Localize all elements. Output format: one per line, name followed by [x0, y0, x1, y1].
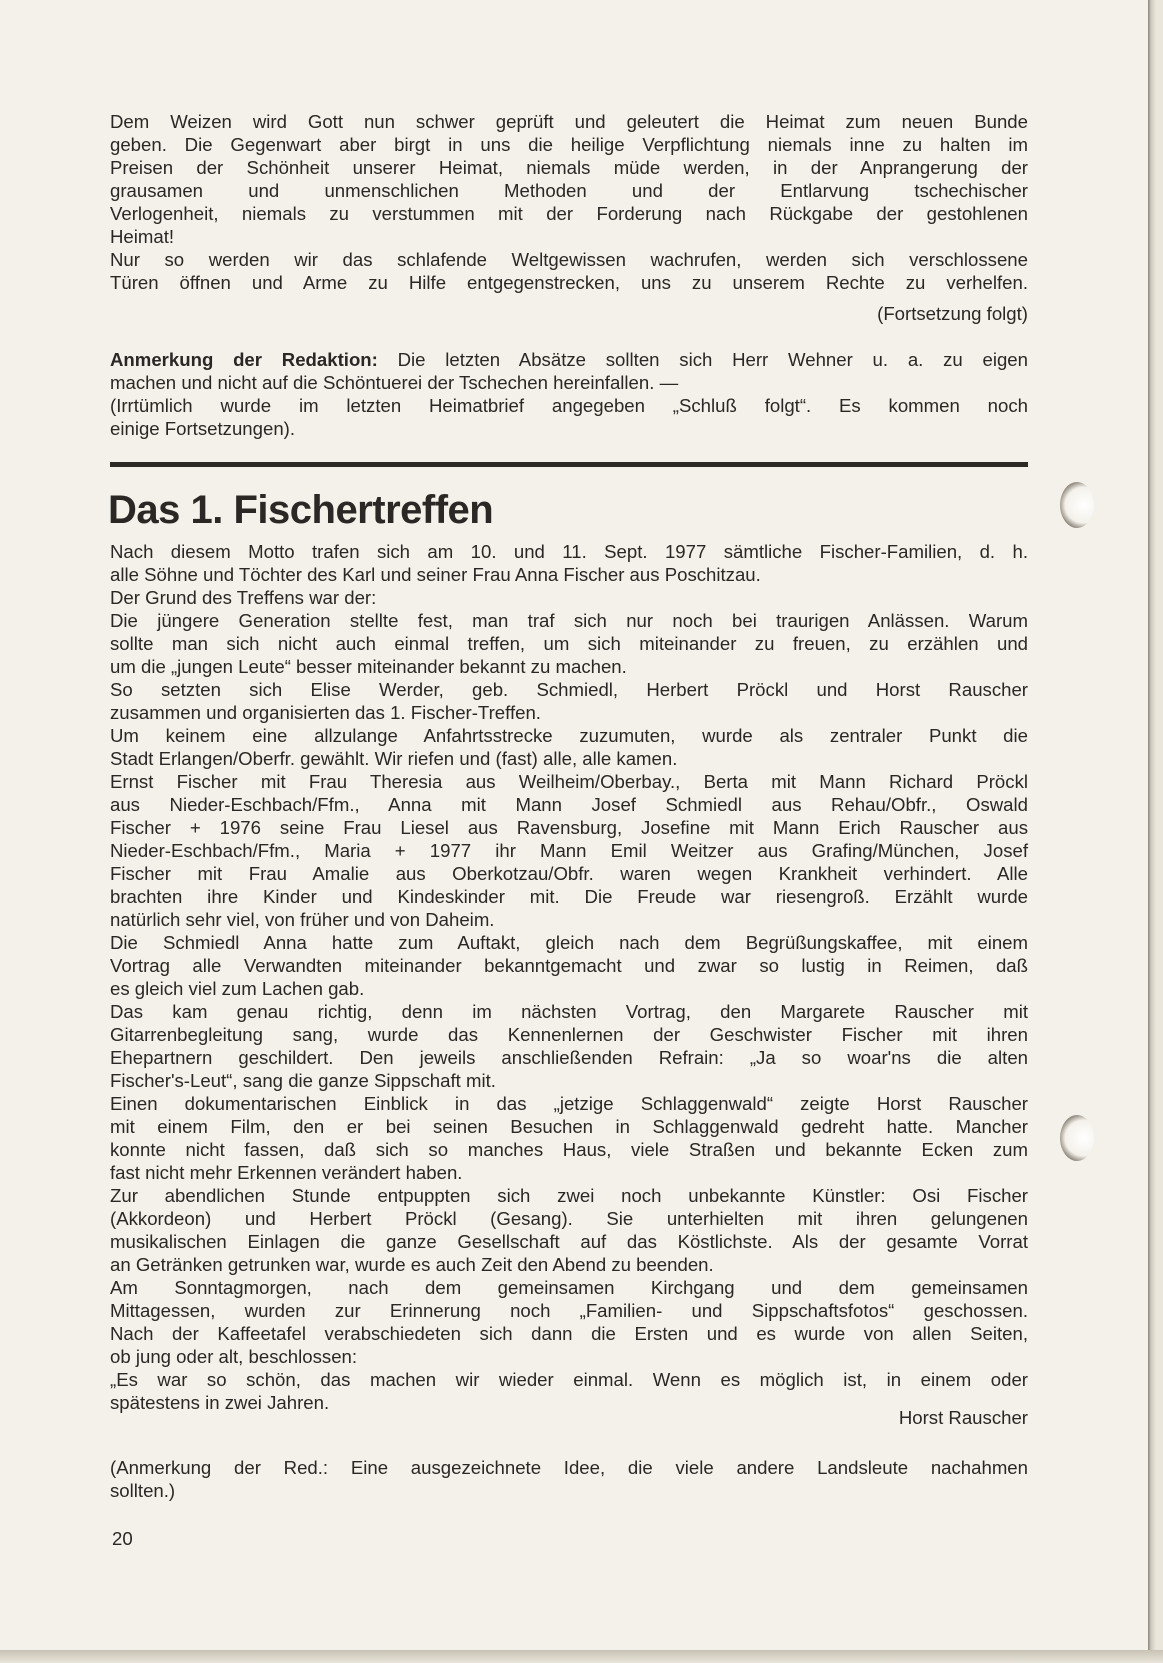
- punch-hole: [1060, 1115, 1094, 1161]
- text-line: Der Grund des Treffens war der:: [110, 587, 377, 608]
- text-line: Ernst Fischer mit Frau Theresia aus Weilheim/Oberbay., Berta mit Mann Richard Pröckl: [110, 771, 1028, 792]
- text-line: spätestens in zwei Jahren.: [110, 1392, 330, 1413]
- text-line: ob jung oder alt, beschlossen:: [110, 1346, 358, 1367]
- text-line: Fischer mit Frau Amalie aus Oberkotzau/Obfr. waren wegen Krankheit verhindert. Alle: [110, 863, 1028, 884]
- note-label: Anmerkung der Redaktion:: [110, 349, 378, 370]
- text-line: (Irrtümlich wurde im letzten Heimatbrief angegeben „Schluß folgt“. Es kommen noch: [110, 395, 1028, 416]
- text-line: Die jüngere Generation stellte fest, man traf sich nur noch bei traurigen Anlässen. Warum: [110, 610, 1028, 631]
- text-line: Nur so werden wir das schlafende Weltgewissen wachrufen, werden sich verschlossene: [110, 249, 1028, 270]
- section-divider: [110, 462, 1028, 467]
- text-line: Nieder-Eschbach/Ffm., Maria + 1977 ihr Mann Emil Weitzer aus Grafing/München, Josef: [110, 840, 1028, 861]
- text-line: (Akkordeon) und Herbert Pröckl (Gesang). Sie unterhielten mit ihren gelungenen: [110, 1208, 1028, 1229]
- text-line: alle Söhne und Töchter des Karl und seiner Frau Anna Fischer aus Poschitzau.: [110, 564, 761, 585]
- text-line: an Getränken getrunken war, wurde es auch Zeit den Abend zu beenden.: [110, 1254, 714, 1275]
- text-line: mit einem Film, den er bei seinen Besuchen in Schlaggenwald gedreht hatte. Mancher: [110, 1116, 1028, 1137]
- text-line: So setzten sich Elise Werder, geb. Schmiedl, Herbert Pröckl und Horst Rauscher: [110, 679, 1028, 700]
- continuation-note: [110, 302, 1028, 325]
- text-line: Das kam genau richtig, denn im nächsten Vortrag, den Margarete Rauscher mit: [110, 1001, 1028, 1022]
- text-line: Um keinem eine allzulange Anfahrtsstrecke zuzumuten, wurde als zentraler Punkt die: [110, 725, 1028, 746]
- intro-paragraph: [110, 110, 1028, 294]
- text-line: Nach diesem Motto trafen sich am 10. und 11. Sept. 1977 sämtliche Fischer-Familien, d. h.: [110, 541, 1028, 562]
- text-line: musikalischen Einlagen die ganze Gesellschaft auf das Köstlichste. Als der gesamte Vorrat: [110, 1231, 1028, 1252]
- text-line: Dem Weizen wird Gott nun schwer geprüft und geleutert die Heimat zum neuen Bunde: [110, 111, 1028, 132]
- text-line: Preisen der Schönheit unserer Heimat, niemals müde werden, in der Anprangerung der: [110, 157, 1028, 178]
- page-edge-shadow: [1148, 0, 1163, 1663]
- text-line: sollte man sich nicht auch einmal treffen, um sich miteinander zu freuen, zu erzählen und: [110, 633, 1028, 654]
- text-line: Nach der Kaffeetafel verabschiedeten sich dann die Ersten und es wurde von allen Seiten,: [110, 1323, 1028, 1344]
- author-signature: [110, 1406, 1028, 1429]
- text-line: sollten.): [110, 1480, 176, 1501]
- text-line: aus Nieder-Eschbach/Ffm., Anna mit Mann Josef Schmiedl aus Rehau/Obfr., Oswald: [110, 794, 1028, 815]
- punch-hole: [1060, 482, 1094, 528]
- text-line: Mittagessen, wurden zur Erinnerung noch „Familien- und Sippschaftsfotos“ geschossen.: [110, 1300, 1028, 1321]
- text-line: (Anmerkung der Red.: Eine ausgezeichnete Idee, die viele andere Landsleute nachahmen: [110, 1457, 1028, 1478]
- text-line: fast nicht mehr Erkennen verändert haben.: [110, 1162, 463, 1183]
- text-line: Gitarrenbegleitung sang, wurde das Kennenlernen der Geschwister Fischer mit ihren: [110, 1024, 1028, 1045]
- text-line: zusammen und organisierten das 1. Fischer-Treffen.: [110, 702, 541, 723]
- continuation-text: (Fortsetzung folgt): [877, 303, 1028, 324]
- text-line: Verlogenheit, niemals zu verstummen mit der Forderung nach Rückgabe der gestohlenen: [110, 203, 1028, 224]
- text-line: konnte nicht fassen, daß sich so manches Haus, viele Straßen und bekannte Ecken zum: [110, 1139, 1028, 1160]
- text-line: Vortrag alle Verwandten miteinander bekanntgemacht und zwar so lustig in Reimen, daß: [110, 955, 1028, 976]
- page-bottom-edge: [0, 1650, 1163, 1663]
- page-number: 20: [112, 1528, 133, 1549]
- text-line: machen und nicht auf die Schöntuerei der Tschechen hereinfallen. —: [110, 372, 679, 393]
- text-line: Heimat!: [110, 226, 175, 247]
- text-line: Zur abendlichen Stunde entpuppten sich zwei noch unbekannte Künstler: Osi Fischer: [110, 1185, 1028, 1206]
- text-line: Fischer + 1976 seine Frau Liesel aus Ravensburg, Josefine mit Mann Erich Rauscher aus: [110, 817, 1028, 838]
- text-line: Am Sonntagmorgen, nach dem gemeinsamen Kirchgang und dem gemeinsamen: [110, 1277, 1028, 1298]
- text-line: Einen dokumentarischen Einblick in das „jetzige Schlaggenwald“ zeigte Horst Rauscher: [110, 1093, 1028, 1114]
- text-line: Türen öffnen und Arme zu Hilfe entgegenstrecken, uns zu unserem Rechte zu verhelfen.: [110, 272, 1028, 293]
- text-line: Ehepartnern geschildert. Den jeweils anschließenden Refrain: „Ja so woar'ns die alten: [110, 1047, 1028, 1068]
- text-line: es gleich viel zum Lachen gab.: [110, 978, 365, 999]
- text-line: Stadt Erlangen/Oberfr. gewählt. Wir riefen und (fast) alle, alle kamen.: [110, 748, 678, 769]
- article-heading: Das 1. Fischertreffen: [108, 488, 494, 532]
- article-body: [110, 540, 1028, 1414]
- editorial-note: [110, 348, 1028, 440]
- note-text: Die letzten Absätze sollten sich Herr Wehner u. a. zu eigen: [377, 349, 1028, 370]
- text-line: [110, 348, 1028, 371]
- final-editorial-note: [110, 1456, 1028, 1502]
- text-line: „Es war so schön, das machen wir wieder einmal. Wenn es möglich ist, in einem oder: [110, 1369, 1028, 1390]
- text-line: Fischer's-Leut“, sang die ganze Sippschaft mit.: [110, 1070, 496, 1091]
- text-line: Die Schmiedl Anna hatte zum Auftakt, gleich nach dem Begrüßungskaffee, mit einem: [110, 932, 1028, 953]
- text-line: einige Fortsetzungen).: [110, 418, 296, 439]
- text-line: brachten ihre Kinder und Kindeskinder mit. Die Freude war riesengroß. Erzählt wurde: [110, 886, 1028, 907]
- text-line: natürlich sehr viel, von früher und von Daheim.: [110, 909, 495, 930]
- text-line: um die „jungen Leute“ besser miteinander bekannt zu machen.: [110, 656, 627, 677]
- author-name: Horst Rauscher: [898, 1407, 1028, 1428]
- text-line: geben. Die Gegenwart aber birgt in uns die heilige Verpflichtung niemals inne zu halten im: [110, 134, 1028, 155]
- text-line: grausamen und unmenschlichen Methoden und der Entlarvung tschechischer: [110, 180, 1028, 201]
